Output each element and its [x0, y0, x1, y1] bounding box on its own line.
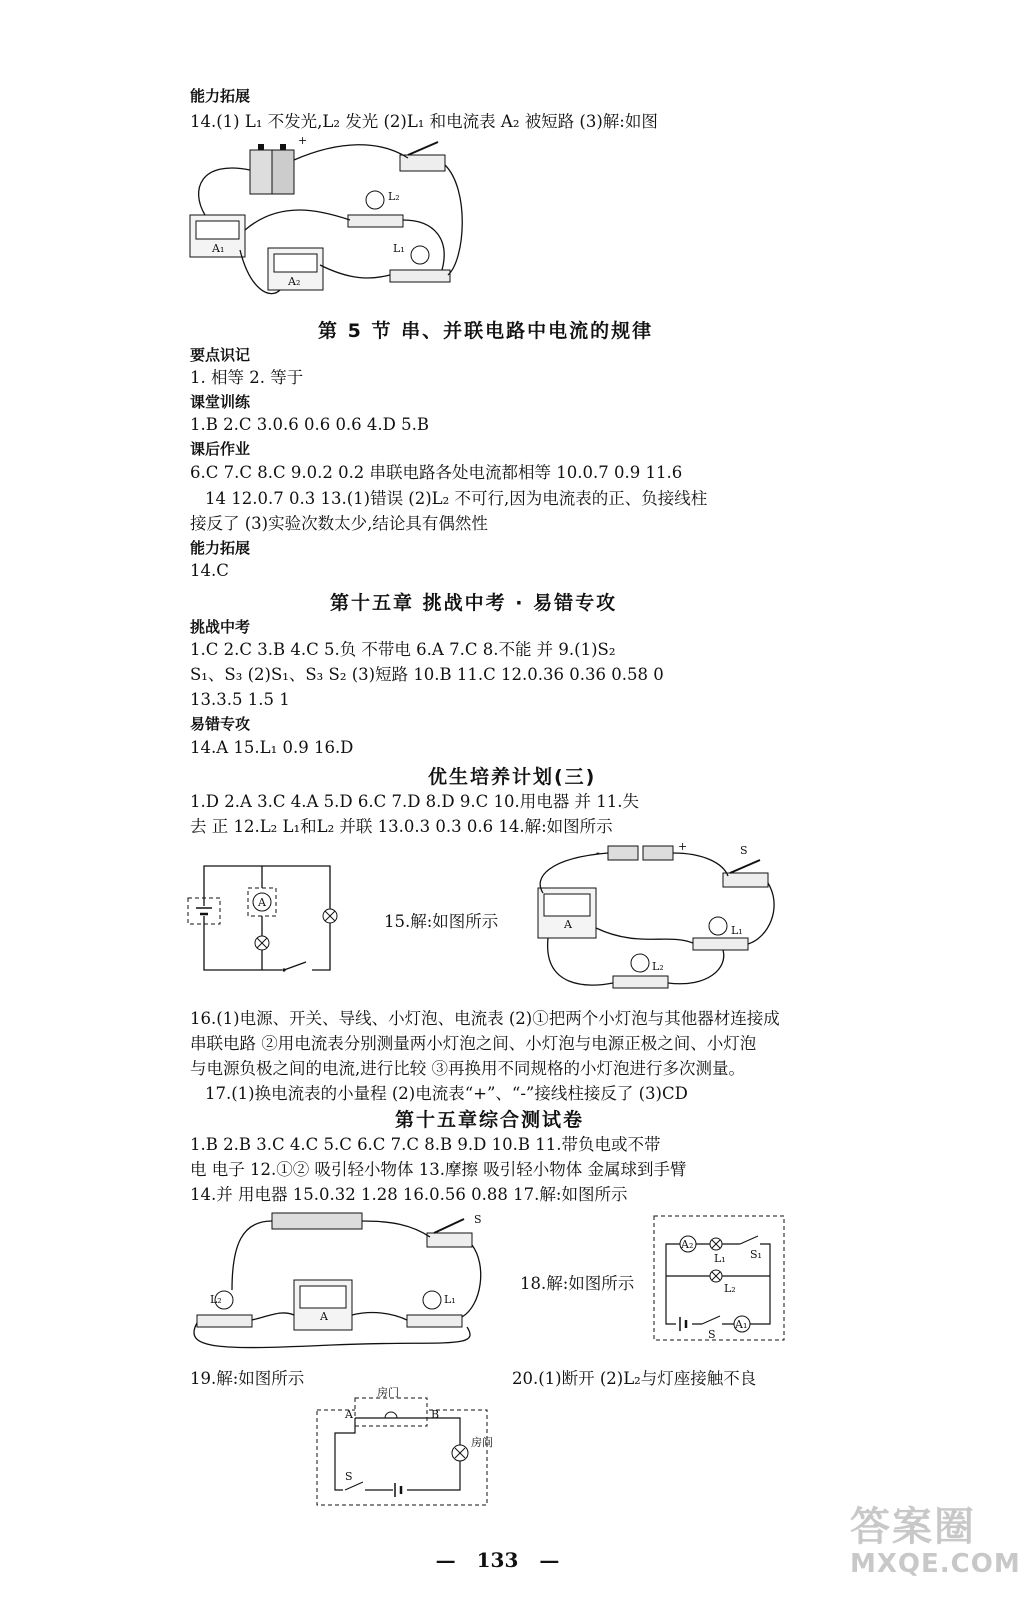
- answer-q18: 18.解:如图所示: [520, 1274, 635, 1293]
- heading-challenge: 挑战中考: [190, 618, 251, 636]
- answer-homework-2: 14 12.0.7 0.3 13.(1)错误 (2)L₂ 不可行,因为电流表的正、负接线柱: [205, 489, 708, 508]
- answer-test-1: 1.B 2.B 3.C 4.C 5.C 6.C 7.C 8.B 9.D 10.B 11.带负电或不带: [190, 1135, 661, 1154]
- answer-q15: 15.解:如图所示: [384, 912, 499, 931]
- l2-q15-label: L₂: [652, 960, 664, 973]
- answer-errors: 14.A 15.L₁ 0.9 16.D: [190, 738, 354, 757]
- a1-q18-label: A₁: [735, 1318, 748, 1331]
- battery-pack-q17-icon: [272, 1213, 362, 1229]
- answer-q19: 19.解:如图所示: [190, 1369, 305, 1388]
- answer-ability-2: 14.C: [190, 561, 229, 580]
- chapter15-title: 第十五章 挑战中考 · 易错专攻: [330, 592, 618, 614]
- answer-test-3: 14.并 用电器 15.0.32 1.28 16.0.56 0.88 17.解:如图所示: [190, 1185, 628, 1204]
- ammeter-q15-label: A: [564, 918, 572, 931]
- test15-title: 第十五章综合测试卷: [395, 1109, 585, 1131]
- circuit-figure-q17: [182, 1205, 492, 1355]
- answer-q20: 20.(1)断开 (2)L₂与灯座接触不良: [512, 1369, 757, 1388]
- s-q18-label: S: [708, 1328, 716, 1341]
- ammeter-q17-label: A: [320, 1310, 328, 1323]
- circuit-diagram-q14: [182, 858, 357, 978]
- answer-test-2: 电 电子 12.①② 吸引轻小物体 13.摩擦 吸引轻小物体 金属球到手臂: [190, 1160, 687, 1179]
- room-label: 房间: [471, 1436, 493, 1449]
- bulb-q17-l2-icon: [197, 1291, 252, 1327]
- a1-label: A₁: [212, 242, 225, 255]
- page-number-value: 133: [476, 1548, 519, 1572]
- page-dash-left: —: [435, 1548, 456, 1572]
- s1-q18-label: S₁: [750, 1248, 762, 1261]
- heading-class-training: 课堂训练: [190, 393, 251, 411]
- switch-q17-label: S: [474, 1213, 482, 1226]
- heading-errors: 易错专攻: [190, 715, 251, 733]
- door-label: 房门: [377, 1386, 399, 1399]
- switch-q17-icon: [427, 1219, 472, 1247]
- answer-challenge-1: 1.C 2.C 3.B 4.C 5.负 不带电 6.A 7.C 8.不能 并 9.(1)S₂: [190, 640, 616, 659]
- answer-q16-2: 串联电路 ②用电流表分别测量两小灯泡之间、小灯泡与电源正极之间、小灯泡: [190, 1034, 757, 1053]
- heading-key-points: 要点识记: [190, 346, 251, 364]
- answer-homework-3: 接反了 (3)实验次数太少,结论具有偶然性: [190, 514, 488, 533]
- circuit-figure-q15: [528, 838, 788, 998]
- l2-q18-label: L₂: [724, 1282, 736, 1295]
- l1-q17-label: L₁: [444, 1293, 456, 1306]
- heading-ability-2: 能力拓展: [190, 539, 251, 557]
- l2-q17-label: L₂: [210, 1293, 222, 1306]
- answer-q14-a: 14.(1) L₁ 不发光,L₂ 发光 (2)L₁ 和电流表 A₂ 被短路 (3)解:如图: [190, 112, 658, 131]
- l2-label: L₂: [388, 190, 400, 203]
- circuit-figure-1: [180, 130, 480, 305]
- answer-class-training: 1.B 2.C 3.0.6 0.6 0.6 4.D 5.B: [190, 415, 430, 434]
- answer-key-points: 1. 相等 2. 等于: [190, 368, 304, 387]
- heading-ability-1: 能力拓展: [190, 87, 251, 105]
- answer-yc-1: 1.D 2.A 3.C 4.A 5.D 6.C 7.D 8.D 9.C 10.用电器 并 11.失: [190, 792, 639, 811]
- watermark-top: 答案圈: [850, 1504, 976, 1550]
- watermark-bottom: MXQE.COM: [850, 1549, 1021, 1579]
- switch-label: S: [740, 844, 748, 857]
- page-dash-right: —: [539, 1548, 560, 1572]
- watermark: [850, 1504, 1021, 1595]
- plus-label: +: [678, 840, 688, 853]
- l1-q18-label: L₁: [714, 1252, 726, 1265]
- switch-q19-label: S: [345, 1470, 353, 1483]
- answer-q17: 17.(1)换电流表的小量程 (2)电流表“+”、“-”接线柱接反了 (3)CD: [205, 1084, 688, 1103]
- l1-q15-label: L₁: [731, 924, 743, 937]
- switch-q15-icon: [723, 860, 768, 887]
- answer-homework-1: 6.C 7.C 8.C 9.0.2 0.2 串联电路各处电流都相等 10.0.7 0.9 11.6: [190, 463, 683, 482]
- circuit-diagram-q19: [315, 1386, 493, 1508]
- section5-title: 第 5 节 串、并联电路中电流的规律: [318, 320, 654, 342]
- answer-yc-2: 去 正 12.L₂ L₁和L₂ 并联 13.0.3 0.3 0.6 14.解:如图所示: [190, 817, 613, 836]
- answer-q16-1: 16.(1)电源、开关、导线、小灯泡、电流表 (2)①把两个小灯泡与其他器材连接成: [190, 1009, 780, 1028]
- a2-q18-label: A₂: [681, 1238, 694, 1251]
- circuit-diagram-q18: [652, 1214, 787, 1344]
- battery-pack-icon: [608, 846, 673, 860]
- page-number: [0, 1548, 995, 1572]
- point-b-label: B: [431, 1408, 440, 1421]
- battery-icon: [250, 144, 294, 194]
- point-a-label: A: [345, 1408, 353, 1421]
- answer-challenge-2: S₁、S₃ (2)S₁、S₃ S₂ (3)短路 10.B 11.C 12.0.36 0.36 0.58 0: [190, 665, 664, 684]
- battery-plus-label: +: [298, 134, 308, 147]
- answer-q16-3: 与电源负极之间的电流,进行比较 ③再换用不同规格的小灯泡进行多次测量。: [190, 1059, 745, 1078]
- minus-label: -: [596, 846, 600, 859]
- heading-homework: 课后作业: [190, 440, 251, 458]
- answer-challenge-3: 13.3.5 1.5 1: [190, 690, 290, 709]
- youcheng-title: 优生培养计划(三): [428, 766, 597, 788]
- a2-label: A₂: [288, 275, 301, 288]
- ammeter-label: A: [258, 896, 266, 909]
- l1-label: L₁: [393, 242, 405, 255]
